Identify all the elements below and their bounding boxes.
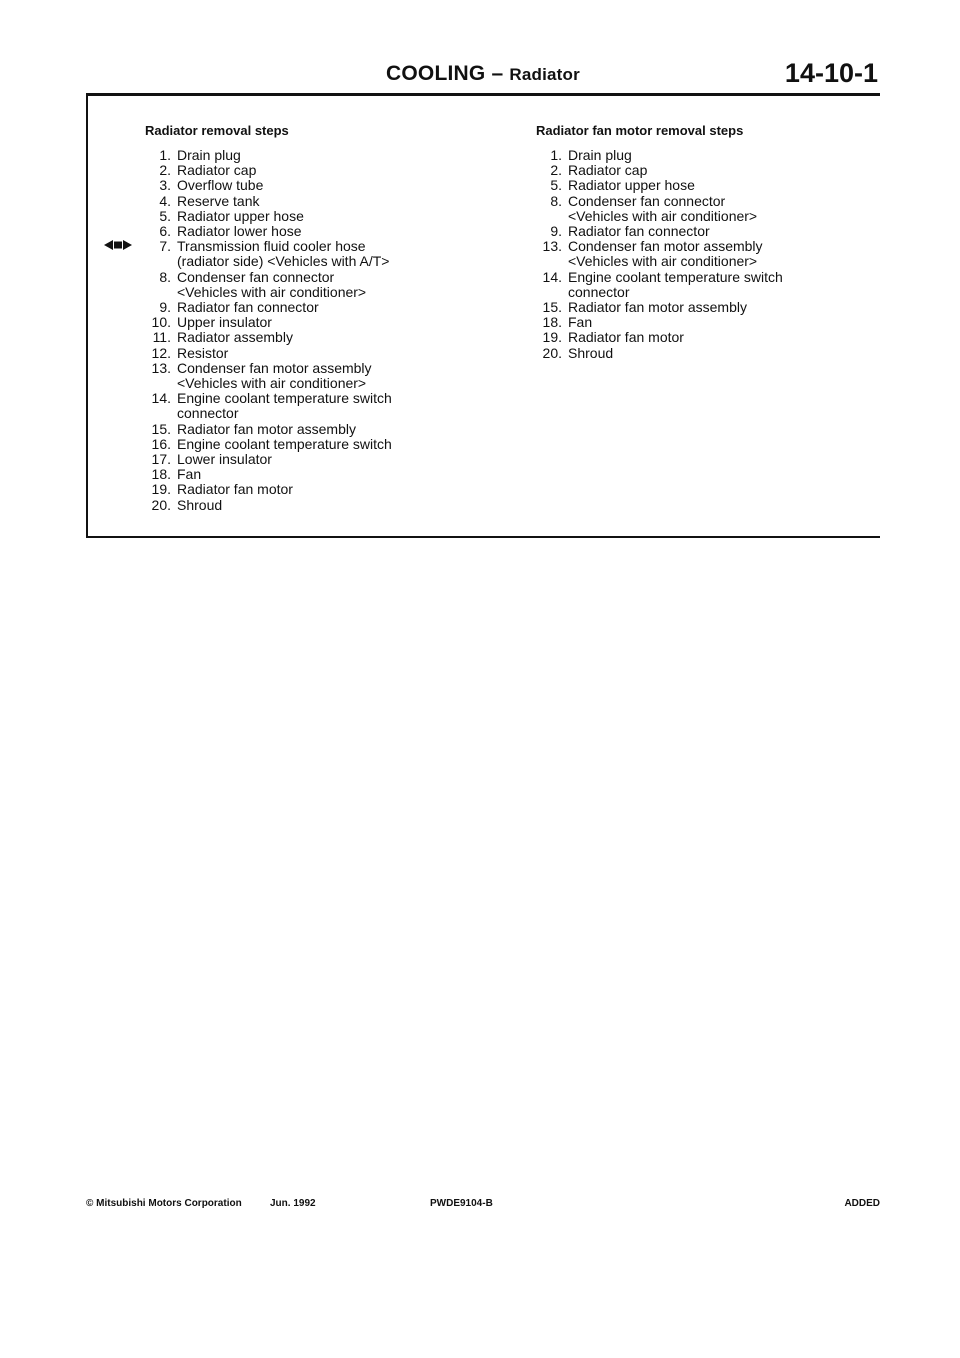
step-row: [145, 209, 495, 224]
step-row: [536, 224, 880, 239]
header-rule: [86, 93, 880, 96]
step-row: [536, 315, 880, 330]
step-number: 16.: [151, 435, 171, 452]
step-number: 9.: [550, 223, 562, 240]
step-text: Radiator fan motor assembly: [177, 420, 356, 437]
step-item: [145, 346, 495, 361]
step-number: 19.: [151, 481, 171, 498]
step-item: [536, 224, 880, 239]
step-number: 1.: [550, 147, 562, 163]
step-item: [536, 315, 880, 330]
step-number: 11.: [152, 329, 171, 346]
step-item: [145, 498, 495, 513]
step-row: [145, 467, 495, 482]
step-item: [536, 300, 880, 315]
step-number: 18.: [151, 466, 171, 483]
step-text: Shroud: [568, 344, 614, 361]
step-subtext: <Vehicles with air conditioner>: [177, 375, 367, 392]
step-item: [145, 194, 495, 209]
step-item: [536, 239, 880, 269]
step-text: Transmission fluid cooler hose: [177, 238, 366, 255]
step-row: [145, 498, 495, 513]
step-text: Drain plug: [177, 147, 241, 163]
step-row: [145, 391, 495, 406]
bottom-rule: [86, 536, 880, 538]
step-text: Radiator upper hose: [568, 177, 695, 194]
step-item: [536, 194, 880, 224]
step-number: 5.: [550, 177, 562, 194]
step-item: [145, 315, 495, 330]
step-subtext: (radiator side) <Vehicles with A/T>: [177, 253, 390, 270]
step-text: Fan: [177, 466, 202, 483]
step-text: Condenser fan connector: [177, 268, 335, 285]
step-item: [145, 270, 495, 300]
step-text: Overflow tube: [177, 177, 264, 194]
step-subtext: <Vehicles with air conditioner>: [568, 253, 758, 270]
page-number: 14-10-1: [784, 58, 878, 88]
step-text: Radiator cap: [177, 162, 257, 179]
step-row: [145, 239, 495, 254]
step-row: [536, 300, 880, 315]
step-row: [145, 437, 495, 452]
step-text: Radiator fan connector: [568, 223, 710, 240]
footer-copyright: © Mitsubishi Motors Corporation: [86, 1198, 242, 1209]
step-item: [145, 437, 495, 452]
radiator-removal-steps: [145, 148, 495, 513]
left-rule: [86, 93, 88, 538]
step-text: Upper insulator: [177, 314, 272, 331]
step-number: 19.: [542, 329, 562, 346]
step-row: [145, 163, 495, 178]
double-arrow-icon: [104, 240, 132, 250]
step-subtext: connector: [568, 283, 630, 300]
step-text: Engine coolant temperature switch: [177, 390, 392, 407]
step-subtext: <Vehicles with air conditioner>: [568, 207, 758, 224]
step-number: 18.: [542, 314, 562, 331]
fan-motor-removal-steps: [536, 148, 880, 361]
step-text: Fan: [568, 314, 593, 331]
step-text: Engine coolant temperature switch: [568, 268, 783, 285]
step-row: [145, 482, 495, 497]
step-text: Resistor: [177, 344, 229, 361]
step-item: [145, 300, 495, 315]
step-item: [536, 346, 880, 361]
step-item: [536, 330, 880, 345]
step-number: 17.: [151, 451, 171, 468]
step-number: 4.: [159, 192, 171, 209]
step-text: Radiator assembly: [177, 329, 293, 346]
step-row: [145, 452, 495, 467]
step-row: [536, 346, 880, 361]
radiator-removal-section: [145, 123, 495, 513]
radiator-removal-title: Radiator removal steps: [145, 123, 289, 138]
step-item: [145, 148, 495, 163]
step-number: 20.: [542, 344, 562, 361]
step-text: Radiator fan motor: [177, 481, 293, 498]
step-item: [145, 178, 495, 193]
step-row: [145, 270, 495, 285]
step-row: [145, 422, 495, 437]
step-row: [536, 194, 880, 209]
step-item: [145, 163, 495, 178]
step-row: [145, 224, 495, 239]
step-number: 15.: [151, 420, 171, 437]
step-row: [145, 148, 495, 163]
step-item: [145, 482, 495, 497]
step-number: 8.: [159, 268, 171, 285]
step-item: [145, 361, 495, 391]
step-item: [145, 209, 495, 224]
step-text: Radiator fan motor: [568, 329, 684, 346]
step-number: 7.: [159, 238, 171, 255]
step-text: Condenser fan motor assembly: [568, 238, 763, 255]
step-text: Reserve tank: [177, 192, 260, 209]
step-number: 10.: [151, 314, 171, 331]
step-text: Condenser fan motor assembly: [177, 359, 372, 376]
step-text: Radiator upper hose: [177, 207, 304, 224]
step-text: Engine coolant temperature switch: [177, 435, 392, 452]
step-row: [145, 194, 495, 209]
step-number: 14.: [542, 268, 562, 285]
step-text: Radiator fan motor assembly: [568, 299, 747, 316]
step-number: 13.: [151, 359, 171, 376]
footer-code: PWDE9104-B: [430, 1198, 493, 1209]
step-row: [536, 178, 880, 193]
step-number: 9.: [159, 299, 171, 316]
step-item: [536, 163, 880, 178]
step-item: [536, 178, 880, 193]
step-number: 5.: [159, 207, 171, 224]
step-number: 2.: [550, 162, 562, 179]
step-number: 2.: [159, 162, 171, 179]
footer-status: ADDED: [844, 1198, 880, 1209]
step-row: [536, 163, 880, 178]
step-item: [536, 270, 880, 300]
step-row: [145, 330, 495, 345]
step-item: [145, 391, 495, 421]
step-item: [145, 452, 495, 467]
step-row: [536, 270, 880, 285]
step-row: [145, 346, 495, 361]
section-title: COOLING –: [386, 62, 504, 85]
step-number: 14.: [151, 390, 171, 407]
step-text: Drain plug: [568, 147, 632, 163]
step-row: [536, 148, 880, 163]
step-text: Radiator lower hose: [177, 223, 302, 240]
footer-date: Jun. 1992: [270, 1198, 316, 1209]
step-row: [536, 330, 880, 345]
step-text: Radiator fan connector: [177, 299, 319, 316]
step-item: [145, 422, 495, 437]
step-subtext: connector: [177, 405, 239, 422]
page-header: [86, 56, 880, 96]
step-item: [536, 148, 880, 163]
step-number: 3.: [159, 177, 171, 194]
step-number: 8.: [550, 192, 562, 209]
step-text: Shroud: [177, 496, 223, 513]
page-title: [86, 62, 880, 86]
step-subtext: <Vehicles with air conditioner>: [177, 283, 367, 300]
step-number: 13.: [542, 238, 562, 255]
page-footer: [86, 1198, 880, 1218]
step-row: [145, 315, 495, 330]
step-number: 15.: [542, 299, 562, 316]
step-item: [145, 467, 495, 482]
step-number: 1.: [159, 147, 171, 163]
section-subtitle: Radiator: [509, 65, 580, 84]
step-text: Lower insulator: [177, 451, 272, 468]
step-item: [145, 330, 495, 345]
step-text: Condenser fan connector: [568, 192, 726, 209]
fan-motor-removal-title: Radiator fan motor removal steps: [536, 123, 744, 138]
step-row: [536, 239, 880, 254]
step-text: Radiator cap: [568, 162, 648, 179]
step-row: [145, 178, 495, 193]
step-row: [145, 361, 495, 376]
step-item: [145, 239, 495, 269]
step-item: [145, 224, 495, 239]
step-number: 6.: [159, 223, 171, 240]
step-number: 12.: [151, 344, 171, 361]
step-number: 20.: [151, 496, 171, 513]
step-row: [145, 300, 495, 315]
fan-motor-removal-section: [536, 123, 880, 361]
